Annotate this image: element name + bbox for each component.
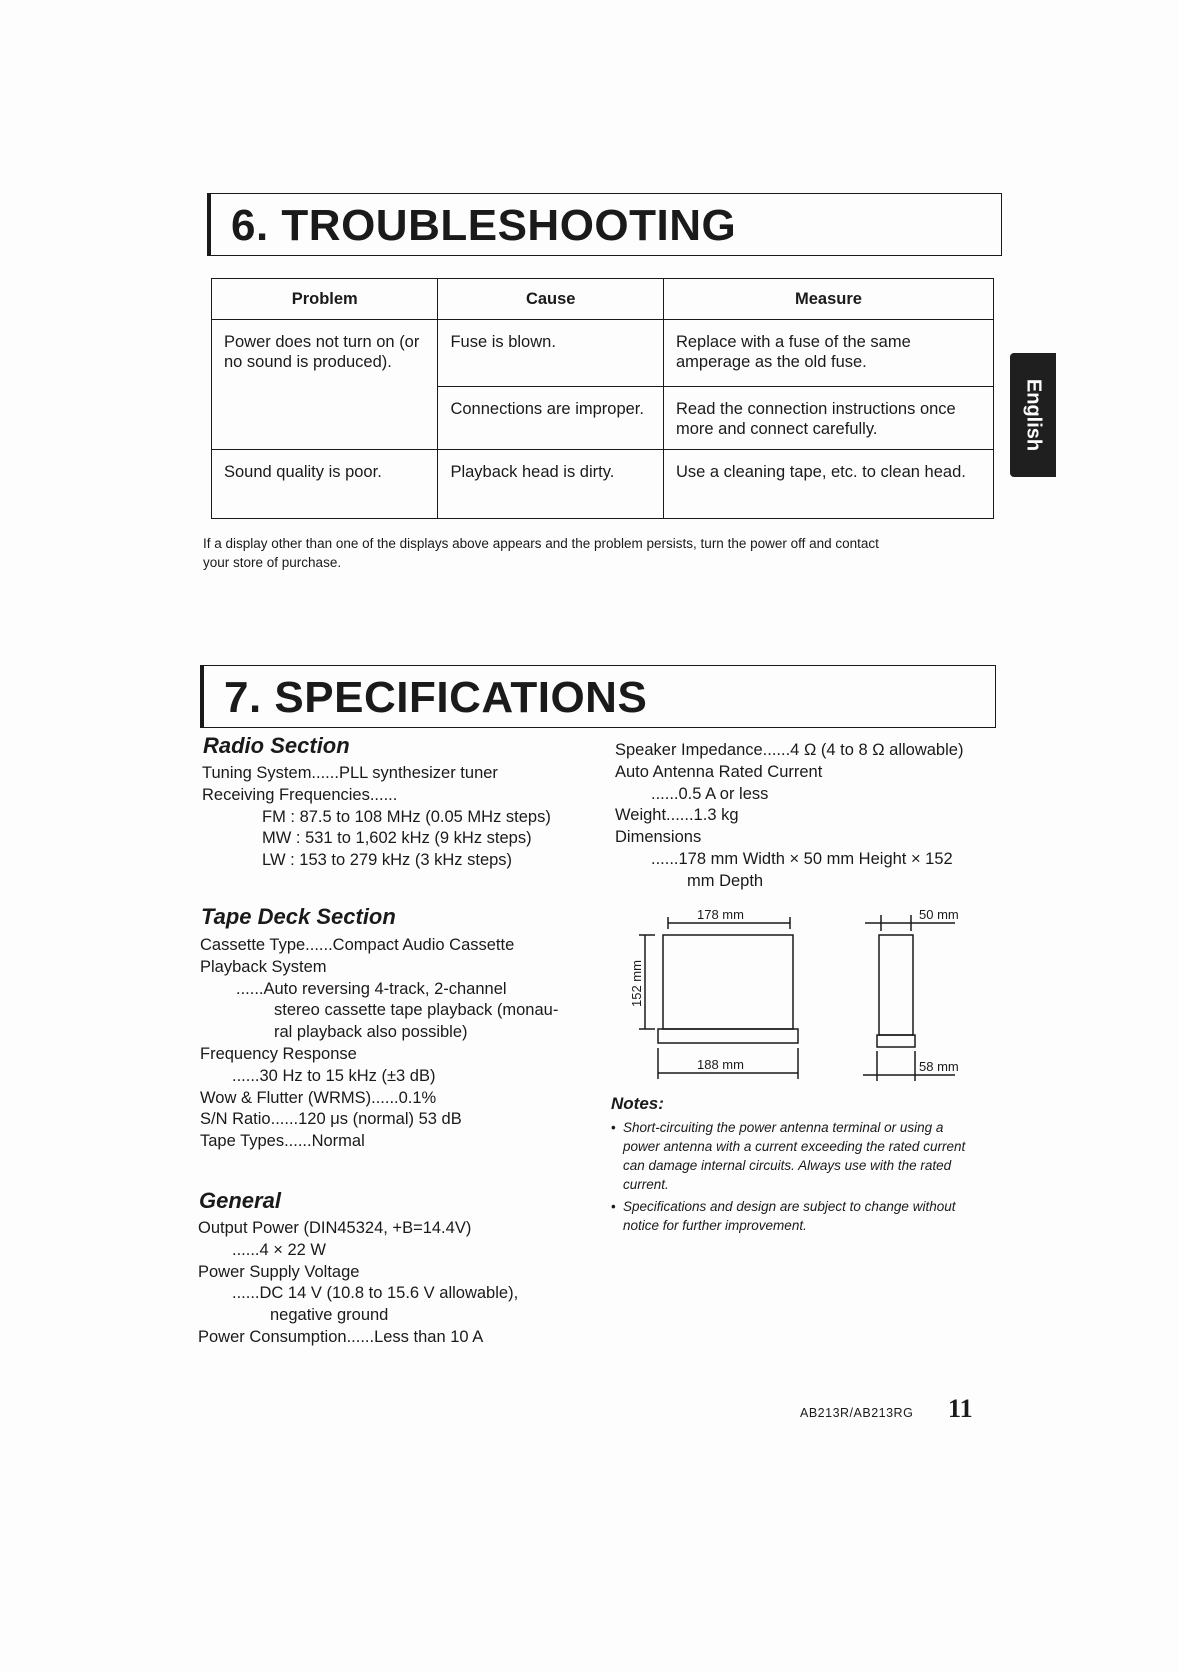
table-header-row bbox=[212, 279, 994, 320]
spec-line: ......4 × 22 W bbox=[232, 1240, 326, 1259]
troubleshooting-table bbox=[211, 278, 994, 519]
measure-cell: Use a cleaning tape, etc. to clean head. bbox=[663, 450, 993, 519]
dim-height: 152 mm bbox=[629, 960, 644, 1007]
footnote-line: your store of purchase. bbox=[203, 555, 342, 570]
radio-section bbox=[202, 763, 551, 872]
table-row bbox=[212, 450, 994, 519]
dim-width-bottom: 188 mm bbox=[697, 1057, 744, 1072]
spec-line: Playback System bbox=[200, 957, 327, 976]
spec-line: Auto Antenna Rated Current bbox=[615, 762, 823, 781]
measure-cell: Replace with a fuse of the same amperage as the old fuse. bbox=[663, 320, 993, 387]
spec-line: Wow & Flutter (WRMS)......0.1% bbox=[200, 1088, 437, 1107]
language-tab bbox=[1010, 353, 1056, 477]
spec-line: ......Auto reversing 4-track, 2-channel bbox=[236, 979, 507, 998]
spec-line: ......DC 14 V (10.8 to 15.6 V allowable), bbox=[232, 1284, 519, 1303]
problem-cell: Power does not turn on (or no sound is produced). bbox=[212, 320, 438, 450]
unit-side-body bbox=[879, 935, 913, 1035]
language-tab-label: English bbox=[1022, 378, 1045, 452]
general-specs-right bbox=[615, 740, 963, 893]
column-header-problem: Problem bbox=[212, 279, 438, 320]
general-section bbox=[198, 1218, 518, 1349]
bullet-icon: • bbox=[611, 1120, 616, 1135]
spec-line: Output Power (DIN45324, +B=14.4V) bbox=[198, 1219, 472, 1237]
unit-side-bezel bbox=[877, 1035, 915, 1047]
note-item bbox=[611, 1118, 981, 1194]
dimensions-diagram bbox=[615, 895, 995, 1095]
bullet-icon: • bbox=[611, 1199, 616, 1214]
spec-line: Weight......1.3 kg bbox=[615, 806, 739, 825]
notes-title: Notes: bbox=[611, 1094, 664, 1113]
spec-line: Tape Types......Normal bbox=[200, 1132, 365, 1151]
cause-cell: Playback head is dirty. bbox=[438, 450, 664, 519]
footnote-line: If a display other than one of the displays above appears and the problem persists, turn the power off and contact bbox=[203, 536, 879, 551]
tape-section-title: Tape Deck Section bbox=[201, 904, 396, 929]
unit-front-body bbox=[663, 935, 793, 1029]
table-row bbox=[212, 320, 994, 387]
spec-line: ral playback also possible) bbox=[274, 1023, 468, 1042]
specifications-header bbox=[200, 665, 996, 728]
notes-list bbox=[611, 1118, 981, 1238]
spec-line: ......178 mm Width × 50 mm Height × 152 bbox=[651, 849, 953, 868]
tape-section bbox=[200, 935, 558, 1153]
cause-cell: Connections are improper. bbox=[438, 387, 664, 450]
spec-line: ......30 Hz to 15 kHz (±3 dB) bbox=[232, 1066, 436, 1085]
spec-line: Dimensions bbox=[615, 828, 702, 847]
spec-line-lw: LW : 153 to 279 kHz (3 kHz steps) bbox=[262, 851, 513, 870]
unit-front-bezel bbox=[658, 1029, 798, 1043]
general-section-title: General bbox=[199, 1188, 281, 1213]
troubleshooting-header bbox=[207, 193, 1002, 256]
spec-line: Tuning System......PLL synthesizer tuner bbox=[202, 764, 498, 782]
dim-side-top: 50 mm bbox=[919, 907, 959, 922]
spec-line: negative ground bbox=[270, 1306, 389, 1325]
troubleshooting-footnote bbox=[203, 534, 1003, 572]
radio-section-title: Radio Section bbox=[203, 733, 350, 758]
spec-line: S/N Ratio......120 μs (normal) 53 dB bbox=[200, 1110, 462, 1129]
note-item bbox=[611, 1197, 981, 1235]
spec-line: Frequency Response bbox=[200, 1044, 357, 1063]
column-header-cause: Cause bbox=[438, 279, 664, 320]
note-text: Short-circuiting the power antenna terminal or using a power antenna with a current exceeding the rated current can damage internal circuits. Always use with the rated current. bbox=[623, 1120, 966, 1192]
note-text: Specifications and design are subject to change without notice for further improvement. bbox=[623, 1199, 956, 1233]
problem-cell: Sound quality is poor. bbox=[212, 450, 438, 519]
cause-cell: Fuse is blown. bbox=[438, 320, 664, 387]
dim-side-bottom: 58 mm bbox=[919, 1059, 959, 1074]
measure-cell: Read the connection instructions once more and connect carefully. bbox=[663, 387, 993, 450]
page-number: 11 bbox=[948, 1394, 973, 1423]
spec-line: Power Consumption......Less than 10 A bbox=[198, 1327, 484, 1346]
spec-line: mm Depth bbox=[687, 871, 764, 890]
spec-line: stereo cassette tape playback (monau- bbox=[274, 1001, 559, 1020]
column-header-measure: Measure bbox=[663, 279, 993, 320]
dim-width-top: 178 mm bbox=[697, 907, 744, 922]
spec-line-mw: MW : 531 to 1,602 kHz (9 kHz steps) bbox=[262, 829, 532, 848]
model-number: AB213R/AB213RG bbox=[800, 1406, 914, 1420]
troubleshooting-title: 6. TROUBLESHOOTING bbox=[231, 201, 737, 250]
spec-line-fm: FM : 87.5 to 108 MHz (0.05 MHz steps) bbox=[262, 807, 551, 826]
spec-line: ......0.5 A or less bbox=[651, 784, 769, 803]
specifications-title: 7. SPECIFICATIONS bbox=[224, 673, 648, 722]
spec-line: Cassette Type......Compact Audio Cassette bbox=[200, 936, 515, 954]
spec-line: Receiving Frequencies...... bbox=[202, 785, 398, 804]
spec-line: Power Supply Voltage bbox=[198, 1262, 360, 1281]
spec-line: Speaker Impedance......4 Ω (4 to 8 Ω allowable) bbox=[615, 741, 964, 759]
